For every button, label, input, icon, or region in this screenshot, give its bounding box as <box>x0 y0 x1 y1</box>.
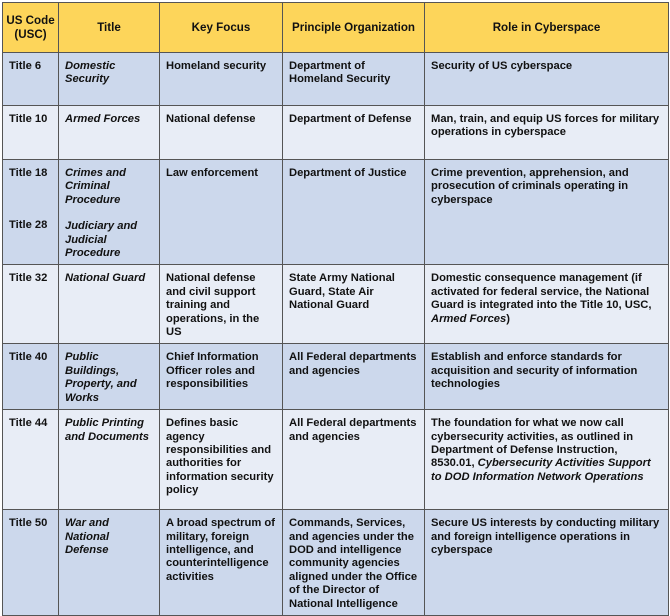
cell-gap <box>9 206 52 219</box>
us-code-cyberspace-table <box>2 2 669 616</box>
table-row-title-44 <box>3 410 669 510</box>
cell-organization: All Federal departments and agencies <box>283 344 425 410</box>
cell-key-focus: Homeland security <box>160 53 283 106</box>
table-row-title-40 <box>3 344 669 410</box>
cell-organization: Department of Homeland Security <box>283 53 425 106</box>
cell-organization: Commands, Services, and agencies under the DOD and intelligence community agencies aligned under the Office of the Director of National Intelligence <box>283 510 425 616</box>
cell-role-emphasis: Cybersecurity Activities Support to DOD Information Network Operations <box>431 457 651 483</box>
cell-key-focus: Defines basic agency responsibilities and authorities for information security policy <box>160 410 283 510</box>
cell-organization: Department of Justice <box>283 160 425 265</box>
cell-us-code: Title 32 <box>3 265 59 344</box>
cell-key-focus: Chief Information Officer roles and responsibilities <box>160 344 283 410</box>
cell-title: Domestic Security <box>59 53 160 106</box>
table-row-title-18-28 <box>3 160 669 265</box>
cell-role: Crime prevention, apprehension, and prosecution of criminals operating in cyberspace <box>425 160 669 265</box>
cell-key-focus: Law enforcement <box>160 160 283 265</box>
cell-title: Armed Forces <box>59 106 160 160</box>
cell-us-code: Title 44 <box>3 410 59 510</box>
cell-us-code: Title 40 <box>3 344 59 410</box>
cell-us-code: Title 10 <box>3 106 59 160</box>
header-us-code: US Code (USC) <box>3 3 59 53</box>
header-principle-organization: Principle Organization <box>283 3 425 53</box>
cell-role: Establish and enforce standards for acquisition and security of information technologies <box>425 344 669 410</box>
cell-role: Secure US interests by conducting military and foreign intelligence operations in cyberspace <box>425 510 669 616</box>
header-row <box>3 3 669 53</box>
cell-role: Security of US cyberspace <box>425 53 669 106</box>
cell-role: Man, train, and equip US forces for military operations in cyberspace <box>425 106 669 160</box>
table-row-title-6 <box>3 53 669 106</box>
cell-title: Public Printing and Documents <box>59 410 160 510</box>
header-key-focus: Key Focus <box>160 3 283 53</box>
cell-organization: State Army National Guard, State Air National Guard <box>283 265 425 344</box>
cell-gap <box>9 180 52 193</box>
cell-title <box>59 160 160 265</box>
cell-key-focus: National defense and civil support training and operations, in the US <box>160 265 283 344</box>
cell-us-code: Title 6 <box>3 53 59 106</box>
cell-organization: All Federal departments and agencies <box>283 410 425 510</box>
cell-gap <box>65 207 153 220</box>
cell-title: National Guard <box>59 265 160 344</box>
cell-us-code-secondary: Title 28 <box>9 219 48 232</box>
header-title: Title <box>59 3 160 53</box>
cell-title-secondary: Judiciary and Judicial Procedure <box>65 220 138 260</box>
cell-key-focus: National defense <box>160 106 283 160</box>
cell-title-primary: Crimes and Criminal Procedure <box>65 167 126 206</box>
cell-us-code <box>3 160 59 265</box>
cell-organization: Department of Defense <box>283 106 425 160</box>
table-row-title-32 <box>3 265 669 344</box>
cell-us-code: Title 50 <box>3 510 59 616</box>
cell-role-text: Domestic consequence management (if activated for federal service, the National Guard is integrated into the Title 10, USC, <box>431 272 652 312</box>
cell-role <box>425 410 669 510</box>
cell-us-code-primary: Title 18 <box>9 167 48 179</box>
cell-role-emphasis: Armed Forces <box>431 312 507 325</box>
header-role-in-cyberspace: Role in Cyberspace <box>425 3 669 53</box>
cell-role-tail: ) <box>506 312 510 325</box>
cell-gap <box>9 193 52 206</box>
table-row-title-50 <box>3 510 669 616</box>
table-row-title-10 <box>3 106 669 160</box>
cell-key-focus: A broad spectrum of military, foreign intelligence, and counterintelligence activities <box>160 510 283 616</box>
cell-title: Public Buildings, Property, and Works <box>59 344 160 410</box>
cell-role-text: The foundation for what we now call cybersecurity activities, as outlined in Department of Defense Instruction, 8530.01, <box>431 417 634 470</box>
cell-role <box>425 265 669 344</box>
cell-title: War and National Defense <box>59 510 160 616</box>
